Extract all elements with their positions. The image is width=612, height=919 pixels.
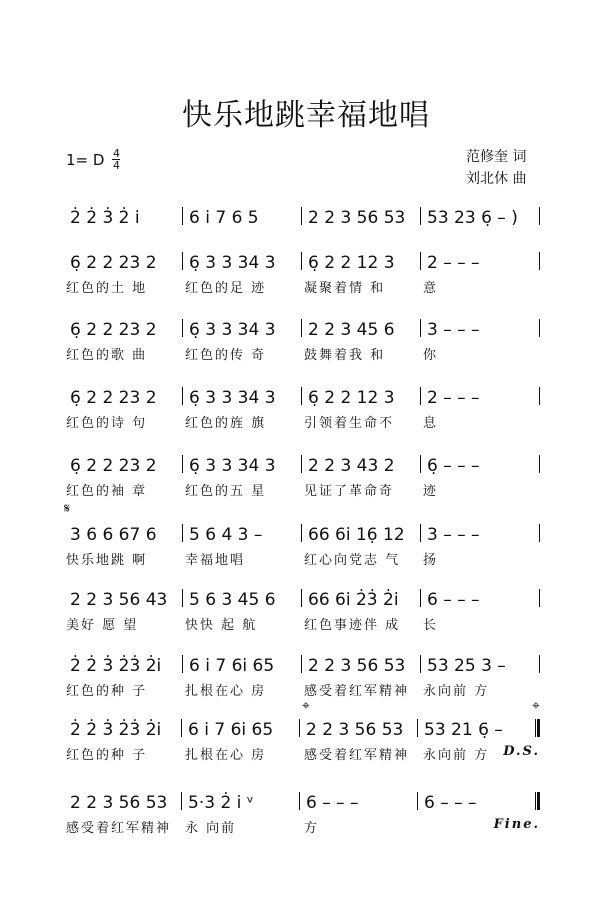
key-signature xyxy=(66,148,120,171)
measure-notes: 6 i̇ 7 6 5 xyxy=(189,208,259,228)
measure-notes: 2 2 3 56 53 xyxy=(70,793,168,813)
lyric-text: 红色的袖 章 xyxy=(66,484,148,499)
composer: 刘北休 曲 xyxy=(466,171,527,187)
lyric-text: 长 xyxy=(423,618,439,633)
barline xyxy=(539,387,540,405)
measure xyxy=(182,720,299,740)
lyrics-line xyxy=(64,277,540,296)
staff-row xyxy=(64,582,540,633)
notes-line xyxy=(64,448,540,476)
lyric-text: 红色的歌 曲 xyxy=(66,348,148,363)
staff-row xyxy=(64,648,540,699)
lyric-text: 感受着红军精神 xyxy=(66,821,172,836)
staff-row xyxy=(64,380,540,431)
measure-notes: 2 2 3 56 53 xyxy=(306,720,404,740)
measure-notes: 6̣ 2 2 23 2 xyxy=(70,320,157,340)
barline xyxy=(539,589,540,607)
measure-notes: 6̣ 3 3 34 3 xyxy=(189,388,276,408)
credits xyxy=(466,146,526,190)
lyric-text: 红色事迹伴 成 xyxy=(304,618,401,633)
measure xyxy=(421,320,539,340)
staff-row xyxy=(64,448,540,499)
notes-line xyxy=(64,785,540,813)
notes-line xyxy=(64,380,540,408)
lyric-text: 红色的种 子 xyxy=(66,748,148,763)
measure-notes: 66 6i̇ 16̣ 12 xyxy=(308,525,405,545)
measure xyxy=(64,253,182,273)
measure-notes: 53 25 3 – xyxy=(427,656,506,676)
measure-notes: 2̇ 2̇ 3̇ 2̇3̇ 2̇i̇ xyxy=(70,656,162,676)
song-title: 快乐地跳幸福地唱 xyxy=(182,98,430,133)
lyric-text: 感受着红军精神 xyxy=(304,684,410,699)
notes-line xyxy=(64,200,540,228)
measure xyxy=(64,388,182,408)
lyric-text: 扬 xyxy=(423,553,439,568)
notes-line xyxy=(64,312,540,340)
measure xyxy=(421,525,539,545)
measure-notes: 53 23 6̣ – ) xyxy=(427,208,518,228)
measure xyxy=(421,253,539,273)
staff-row xyxy=(64,501,540,568)
staff-row xyxy=(64,785,540,836)
barline xyxy=(539,524,540,542)
measure-notes: 2 2 3 43 2 xyxy=(308,456,395,476)
measure-notes: 3 6 6 67 6 xyxy=(70,525,157,545)
measure xyxy=(64,456,182,476)
lyric-text: 意 xyxy=(423,281,439,296)
measure-notes: 2 2 3 45 6 xyxy=(308,320,395,340)
measure-notes: 6̣ 2 2 23 2 xyxy=(70,456,157,476)
measure xyxy=(183,388,301,408)
measure xyxy=(300,793,417,813)
measure-notes: 6̣ 3 3 34 3 xyxy=(189,456,276,476)
measure xyxy=(300,720,417,740)
measure-notes: 2 – – – xyxy=(427,388,480,408)
staff-row xyxy=(64,245,540,296)
barline xyxy=(535,792,540,810)
measure xyxy=(183,456,301,476)
measure xyxy=(64,793,181,813)
measure-notes: 6̣ 3 3 34 3 xyxy=(189,320,276,340)
measure xyxy=(64,320,182,340)
measure xyxy=(421,656,539,676)
lyric-text: 幸福地唱 xyxy=(185,553,246,568)
lyric-text: 迹 xyxy=(423,484,439,499)
lyrics-line xyxy=(64,549,540,568)
coda-icon: ⌖ xyxy=(532,698,540,714)
measure-notes: 2 2 3 56 53 xyxy=(308,656,406,676)
measure-notes: 5 6 3 45 6 xyxy=(189,590,276,610)
staff-row xyxy=(64,698,540,763)
measure xyxy=(64,720,181,740)
lyric-text: 红心向党志 气 xyxy=(304,553,401,568)
segno-icon: 𝄋 xyxy=(64,501,71,517)
measure-notes: 6̣ 3 3 34 3 xyxy=(189,253,276,273)
fine-mark: Fine. xyxy=(493,817,540,832)
lyric-text: 你 xyxy=(423,348,439,363)
notes-line xyxy=(64,582,540,610)
notes-line xyxy=(64,648,540,676)
lyric-text: 快快 起 航 xyxy=(185,618,258,633)
lyric-text: 快乐地跳 啊 xyxy=(66,553,148,568)
measure xyxy=(64,208,182,228)
measure xyxy=(64,525,182,545)
lyric-text: 红色的旌 旗 xyxy=(185,416,267,431)
measure xyxy=(182,793,299,813)
measure-notes: 6 – – – xyxy=(306,793,359,813)
lyrics-line xyxy=(64,412,540,431)
measure-notes: 6 – – – xyxy=(427,590,480,610)
staff-row xyxy=(64,200,540,232)
measure-notes: 6 i̇ 7 6i̇ 65 xyxy=(188,720,274,740)
staff-row xyxy=(64,312,540,363)
lyric-text: 扎根在心 房 xyxy=(185,748,267,763)
measure-notes: 5·3 2̇ i̇ ᵛ xyxy=(188,793,254,813)
lyric-text: 永向前 方 xyxy=(423,684,490,699)
lyric-text: 息 xyxy=(423,416,439,431)
measure xyxy=(302,590,420,610)
lyric-text: 永向前 方 xyxy=(423,748,490,763)
notes-line xyxy=(64,698,540,740)
measure xyxy=(183,525,301,545)
lyric-text: 感受着红军精神 xyxy=(304,748,410,763)
measure xyxy=(421,456,539,476)
lyrics-line xyxy=(64,614,540,633)
measure-notes: 6̣ 2 2 23 2 xyxy=(70,253,157,273)
barline xyxy=(535,719,540,737)
measure xyxy=(418,793,535,813)
measure xyxy=(302,656,420,676)
measure-notes: 2̇ 2̇ 3̇ 2̇ i̇ xyxy=(70,208,140,228)
lyric-text: 红色的土 地 xyxy=(66,281,148,296)
measure xyxy=(302,320,420,340)
lyrics-line xyxy=(64,817,540,836)
measure xyxy=(421,590,539,610)
measure xyxy=(64,656,182,676)
measure-notes: 5 6 4 3 – xyxy=(189,525,263,545)
lyrics-line xyxy=(64,480,540,499)
measure-notes: 2̇ 2̇ 3̇ 2̇3̇ 2̇i̇ xyxy=(70,720,162,740)
measure xyxy=(183,656,301,676)
measure xyxy=(421,208,539,228)
lyric-text: 方 xyxy=(304,821,320,836)
lyric-text: 红色的诗 句 xyxy=(66,416,148,431)
lyrics-line xyxy=(64,680,540,699)
measure xyxy=(183,253,301,273)
lyric-text: 见证了革命奇 xyxy=(304,484,395,499)
measure-notes: 3 – – – xyxy=(427,320,480,340)
measure-notes: 6 – – – xyxy=(424,793,477,813)
measure-notes: 6̣ 2 2 23 2 xyxy=(70,388,157,408)
lyrics-line xyxy=(64,344,540,363)
measure xyxy=(302,208,420,228)
barline xyxy=(539,207,540,225)
lyrics-line xyxy=(64,744,540,763)
measure xyxy=(302,388,420,408)
measure xyxy=(183,320,301,340)
measure-notes: 66 6i̇ 2̇3̇ 2̇i̇ xyxy=(308,590,399,610)
measure-notes: 6̣ – – – xyxy=(427,456,480,476)
lyric-text: 红色的传 奇 xyxy=(185,348,267,363)
lyric-text: 红色的种 子 xyxy=(66,684,148,699)
notes-line xyxy=(64,245,540,273)
lyric-text: 引领着生命不 xyxy=(304,416,395,431)
barline xyxy=(539,319,540,337)
ds-mark: D.S. xyxy=(503,744,540,759)
lyric-text: 美好 愿 望 xyxy=(66,618,139,633)
measure-notes: 6̣ 2 2 12 3 xyxy=(308,253,395,273)
measure-notes: 53 21 6̣ – xyxy=(424,720,503,740)
measure xyxy=(302,525,420,545)
lyric-text: 扎根在心 房 xyxy=(185,684,267,699)
time-signature: $\frac{4}{4}$ xyxy=(112,147,120,172)
lyric-text: 永 向前 xyxy=(185,821,237,836)
measure-notes: 3 – – – xyxy=(427,525,480,545)
measure-notes: 6̣ 2 2 12 3 xyxy=(308,388,395,408)
measure xyxy=(302,456,420,476)
measure xyxy=(183,208,301,228)
measure-notes: 2 – – – xyxy=(427,253,480,273)
key-label: 1= D xyxy=(66,150,105,169)
notes-line xyxy=(64,501,540,545)
measure xyxy=(64,590,182,610)
measure-notes: 6 i̇ 7 6i̇ 65 xyxy=(189,656,275,676)
barline xyxy=(539,655,540,673)
lyric-text: 红色的足 迹 xyxy=(185,281,267,296)
measure xyxy=(302,253,420,273)
measure-notes: 2 2 3 56 43 xyxy=(70,590,168,610)
barline xyxy=(539,455,540,473)
measure xyxy=(418,720,535,740)
barline xyxy=(539,252,540,270)
lyric-text: 鼓舞着我 和 xyxy=(304,348,386,363)
lyric-text: 红色的五 星 xyxy=(185,484,267,499)
lyric-text: 凝聚着情 和 xyxy=(304,281,386,296)
measure-notes: 2 2 3 56 53 xyxy=(308,208,406,228)
measure xyxy=(183,590,301,610)
measure xyxy=(421,388,539,408)
coda-icon: ⌖ xyxy=(302,698,310,714)
lyricist: 范修奎 词 xyxy=(466,149,527,165)
